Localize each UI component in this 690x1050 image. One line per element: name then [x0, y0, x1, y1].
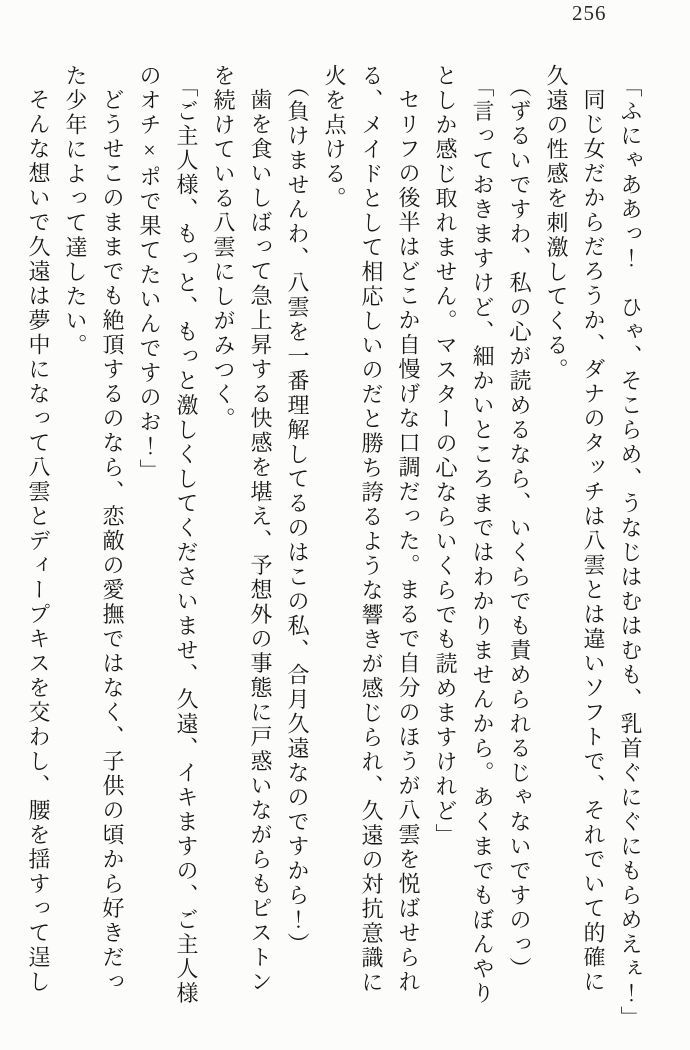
- text-line-7: セリフの後半はどこか自慢げな口調だった。まるで自分のほうが八雲を悦ばせられ: [396, 88, 421, 995]
- text-line-4: （ずるいですわ、私の心が読めるなら、いくらでも責められるじゃないですのっ）: [507, 75, 532, 982]
- text-line-6: としか感じ取れません。マスターの心ならいくらでも読めますけれど」: [433, 64, 458, 848]
- text-line-1: 「ふにゃああっ！ ひゃ、そこらめ、うなじはむはむも、乳首ぐにぐにもらめえぇ！」: [618, 75, 643, 1031]
- text-line-16: た少年によって達したい。: [63, 64, 88, 358]
- page-number: 256: [572, 1, 607, 25]
- text-line-9: 火を点ける。: [322, 64, 347, 211]
- text-line-5: 「言っておきますけど、細かいところまではわかりませんから。あくまでもぼんやり: [470, 75, 495, 1006]
- text-block: [20, 64, 649, 1031]
- text-line-12: を続けている八雲にしがみつく。: [211, 64, 236, 432]
- text-line-2: 同じ女だからだろうか、ダナのタッチは八雲とは違いソフトで、それでいて的確に: [581, 88, 606, 995]
- text-line-15: どうせこのままでも絶頂するのなら、恋敵の愛撫ではなく、子供の頃から好きだっ: [100, 88, 125, 995]
- text-line-10: （負けませんわ、八雲を一番理解してるのはこの私、合月久遠なのですから！）: [285, 75, 310, 957]
- text-line-11: 歯を食いしばって急上昇する快感を堪え、予想外の事態に戸惑いながらもピストン: [248, 88, 273, 995]
- text-line-3: 久遠の性感を刺激してくる。: [544, 64, 569, 383]
- text-line-14: のオチ×ポで果てたいんですのお！」: [137, 64, 162, 484]
- text-line-17: そんな想いで久遠は夢中になって八雲とディープキスを交わし、腰を揺すって逞し: [26, 88, 51, 995]
- text-line-8: る、メイドとして相応しいのだと勝ち誇るような響きが感じられ、久遠の対抗意識に: [359, 64, 384, 995]
- text-line-13: 「ご主人様、もっと、もっと激しくしてくださいませ、久遠、イキますの、ご主人様: [174, 75, 199, 1006]
